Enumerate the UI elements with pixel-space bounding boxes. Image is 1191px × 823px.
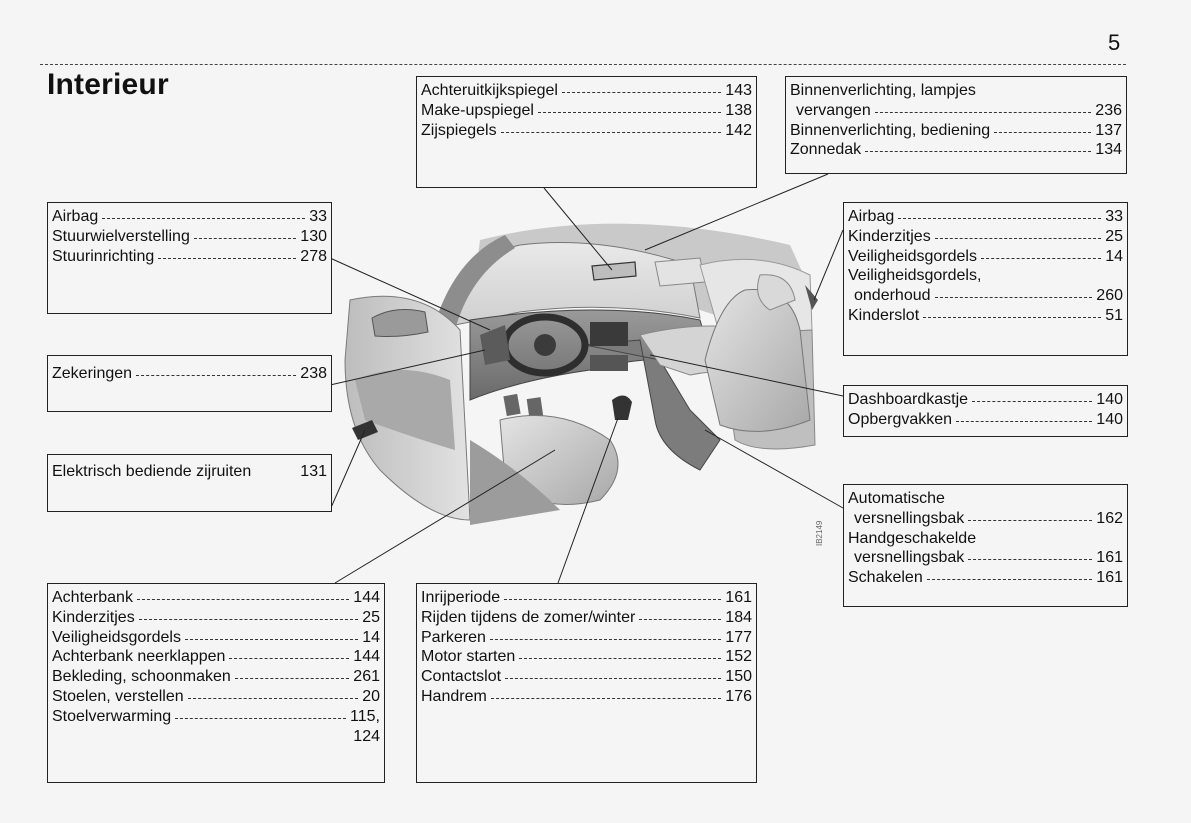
- list-item: Stoelen, verstellen 20: [52, 687, 380, 705]
- list-item: Achterbank neerklappen 144: [52, 648, 380, 666]
- list-item: Achterbank 144: [52, 589, 380, 606]
- list-item: Stuurinrichting 278: [52, 247, 327, 265]
- infotainment-display: [590, 322, 628, 346]
- list-item: Kinderzitjes 25: [52, 608, 380, 626]
- list-item: Dashboardkastje 140: [848, 391, 1123, 408]
- list-item: Stuurwielverstelling 130: [52, 227, 327, 245]
- list-item: Handgeschakelde: [848, 529, 977, 547]
- list-item: Schakelen 161: [848, 569, 1123, 587]
- list-item: 124: [353, 727, 380, 745]
- list-item: Make-upspiegel 138: [421, 101, 752, 119]
- box-lighting: [785, 76, 1127, 174]
- box-safety: [843, 202, 1128, 356]
- list-item: Veiligheidsgordels 14: [848, 247, 1123, 265]
- sun-visor: [655, 258, 705, 286]
- list-item: Automatische: [848, 490, 945, 507]
- list-item: Elektrisch bediende zijruiten 131: [52, 463, 327, 480]
- box-transmission: [843, 484, 1128, 607]
- list-item: Opbergvakken 140: [848, 410, 1123, 428]
- box-windows: [47, 454, 332, 512]
- list-item: Zijspiegels 142: [421, 121, 752, 139]
- steering-hub: [534, 334, 556, 356]
- list-item: vervangen 236: [796, 101, 1122, 119]
- gear-shift: [612, 395, 632, 420]
- list-item: Handrem 176: [421, 687, 752, 705]
- pedal: [503, 394, 520, 416]
- box-fuses: [47, 355, 332, 412]
- list-item: Rijden tijdens de zomer/winter 184: [421, 608, 752, 626]
- list-item: versnellingsbak 161: [854, 549, 1123, 567]
- list-item: Bekleding, schoonmaken 261: [52, 668, 380, 686]
- box-steering: [47, 202, 332, 314]
- climate-controls: [590, 355, 628, 371]
- list-item: Zekeringen 238: [52, 365, 327, 382]
- box-storage: [843, 385, 1128, 437]
- box-rear-seat: [47, 583, 385, 783]
- figure-code: IB2149: [815, 520, 824, 546]
- list-item: Inrijperiode 161: [421, 589, 752, 606]
- list-item: Binnenverlichting, bediening 137: [790, 121, 1122, 139]
- list-item: Airbag 33: [848, 208, 1123, 225]
- list-item: Veiligheidsgordels,: [848, 267, 982, 285]
- list-item: Kinderzitjes 25: [848, 227, 1123, 245]
- list-item: Achteruitkijkspiegel 143: [421, 82, 752, 99]
- box-mirrors: [416, 76, 757, 188]
- box-driving: [416, 583, 757, 783]
- side-mirror: [372, 310, 428, 337]
- list-item: Zonnedak 134: [790, 141, 1122, 159]
- page-number: 5: [1108, 30, 1121, 55]
- list-item: Contactslot 150: [421, 668, 752, 686]
- list-item: Motor starten 152: [421, 648, 752, 666]
- list-item: Parkeren 177: [421, 628, 752, 646]
- list-item: versnellingsbak 162: [854, 509, 1123, 527]
- list-item: Veiligheidsgordels 14: [52, 628, 380, 646]
- list-item: Stoelverwarming 115,: [52, 707, 380, 725]
- list-item: Kinderslot 51: [848, 306, 1123, 324]
- page-title: Interieur: [47, 68, 169, 101]
- list-item: onderhoud 260: [854, 287, 1123, 305]
- list-item: Airbag 33: [52, 208, 327, 225]
- list-item: Binnenverlichting, lampjes: [790, 82, 976, 99]
